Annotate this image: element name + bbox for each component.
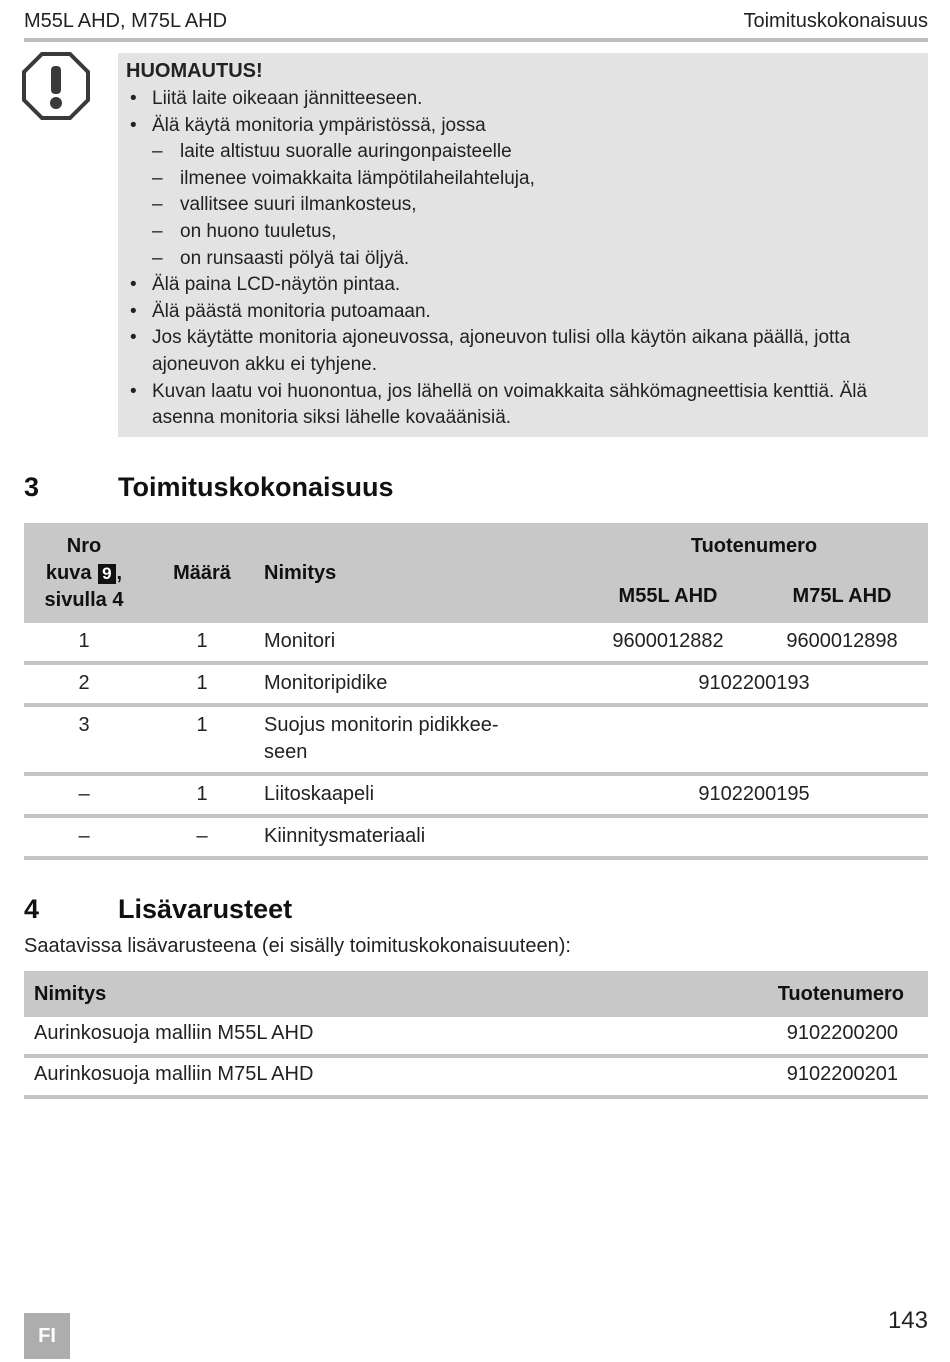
accessories-table <box>24 971 928 1099</box>
cell-maara: 1 <box>144 623 260 663</box>
dash-marker: – <box>152 220 163 242</box>
notice-bullet-item <box>126 325 920 378</box>
notice-item-text: on huono tuuletus, <box>180 220 337 242</box>
table-row <box>24 774 928 816</box>
notice-item-text: on runsaasti pölyä tai öljyä. <box>180 247 410 269</box>
page-number: 143 <box>887 1307 928 1334</box>
cell-nimitys: Liitoskaapeli <box>260 774 580 816</box>
section-4-title: Lisävarusteet <box>118 894 293 924</box>
notice-item-text: laite altistuu suoralle auringonpaisteelle <box>180 141 512 163</box>
col-header-m75l: M75L AHD <box>756 569 928 623</box>
col-header-tuotenumero: Tuotenumero <box>580 523 928 569</box>
cell-shared <box>580 705 928 774</box>
notice-sub-item <box>126 192 920 219</box>
table-row <box>24 663 928 705</box>
delivery-table <box>24 523 928 860</box>
bullet-marker: • <box>130 300 137 322</box>
notice-item-text: Älä päästä monitoria putoamaan. <box>152 300 431 322</box>
cell-tuotenumero: 9102200201 <box>724 1056 928 1097</box>
notice-sub-item <box>126 246 920 273</box>
notice-item-text: Liitä laite oikeaan jännitteeseen. <box>152 88 423 109</box>
cell-maara: 1 <box>144 705 260 774</box>
notice-item-text: Kuvan laatu voi huonontua, jos lähellä on voimakkaita sähkömagneettisia kenttiä. Älä asenna monitoria siksi lähelle kovaäänisiä. <box>152 380 868 429</box>
accessories-table-body <box>24 1017 928 1097</box>
table-row <box>24 1056 928 1097</box>
section-3-title: Toimituskokonaisuus <box>118 472 394 502</box>
cell-m55: 9600012882 <box>580 623 756 663</box>
cell-shared: 9102200193 <box>580 663 928 705</box>
dash-marker: – <box>152 167 163 189</box>
notice-list <box>126 86 920 432</box>
bullet-marker: • <box>130 380 137 402</box>
bullet-marker: • <box>130 274 137 296</box>
col-header-nimitys: Nimitys <box>260 523 580 623</box>
table-row <box>24 623 928 663</box>
table-row <box>24 705 928 774</box>
accessories-intro: Saatavissa lisävarusteena (ei sisälly toimituskokonaisuuteen): <box>24 935 571 957</box>
cell-shared: 9102200195 <box>580 774 928 816</box>
notice-item-text: vallitsee suuri ilmankosteus, <box>180 194 417 216</box>
cell-nimitys: Kiinnitysmateriaali <box>260 816 580 858</box>
section-4-number: 4 <box>24 894 40 924</box>
header-model-names: M55L AHD, M75L AHD <box>24 10 228 32</box>
notice-sub-item <box>126 139 920 166</box>
table-row <box>24 1017 928 1056</box>
cell-m75: 9600012898 <box>756 623 928 663</box>
page-header <box>24 8 928 42</box>
cell-maara: – <box>144 816 260 858</box>
notice-item-text: ilmenee voimakkaita lämpötilaheilahteluja, <box>180 167 535 189</box>
notice-bullet-item <box>126 272 920 299</box>
cell-nro: 1 <box>24 623 144 663</box>
col-header-maara: Määrä <box>144 523 260 623</box>
cell-nimitys: Suojus monitorin pidikkee- seen <box>260 705 580 774</box>
section-3-number: 3 <box>24 472 40 502</box>
notice-item-text: Älä paina LCD-näytön pintaa. <box>152 274 401 296</box>
notice-bullet-item <box>126 86 920 113</box>
col-header-nro: Nro kuva 9 , sivulla 4 <box>24 523 144 623</box>
notice-sub-item <box>126 166 920 193</box>
dash-marker: – <box>152 247 163 269</box>
notice-item-text: Jos käytätte monitoria ajoneuvossa, ajoneuvon tulisi olla käytön aikana päällä, jotta ajoneuvon akku ei tyhjene. <box>152 327 851 375</box>
notice-title: HUOMAUTUS! <box>126 60 263 82</box>
cell-maara: 1 <box>144 774 260 816</box>
cell-nro: – <box>24 774 144 816</box>
header-section-name: Toimituskokonaisuus <box>743 10 928 32</box>
cell-nro: 2 <box>24 663 144 705</box>
bullet-marker: • <box>130 327 137 349</box>
bullet-marker: • <box>130 88 137 109</box>
acc-col-header-nimitys: Nimitys <box>24 971 724 1017</box>
cell-nimitys: Aurinkosuoja malliin M75L AHD <box>24 1056 724 1097</box>
table-row <box>24 816 928 858</box>
notice-bullet-item <box>126 299 920 326</box>
acc-col-header-tuotenumero: Tuotenumero <box>724 971 928 1017</box>
cell-maara: 1 <box>144 663 260 705</box>
cell-nimitys: Monitoripidike <box>260 663 580 705</box>
col-header-m55l: M55L AHD <box>580 569 756 623</box>
dash-marker: – <box>152 194 163 216</box>
cell-nro: – <box>24 816 144 858</box>
cell-nro: 3 <box>24 705 144 774</box>
cell-shared <box>580 816 928 858</box>
dash-marker: – <box>152 141 163 163</box>
delivery-table-body <box>24 623 928 858</box>
cell-tuotenumero: 9102200200 <box>724 1017 928 1056</box>
warning-octagon-icon <box>22 52 90 120</box>
language-badge: FI <box>24 1313 70 1359</box>
notice-box <box>118 53 928 437</box>
notice-item-text: Älä käytä monitoria ympäristössä, jossa <box>152 114 486 136</box>
bullet-marker: • <box>130 114 137 136</box>
cell-nimitys: Monitori <box>260 623 580 663</box>
notice-sub-item <box>126 219 920 246</box>
figure-ref-badge: 9 <box>98 564 115 584</box>
cell-nimitys: Aurinkosuoja malliin M55L AHD <box>24 1017 724 1056</box>
notice-bullet-item <box>126 113 920 140</box>
notice-bullet-item <box>126 379 920 432</box>
